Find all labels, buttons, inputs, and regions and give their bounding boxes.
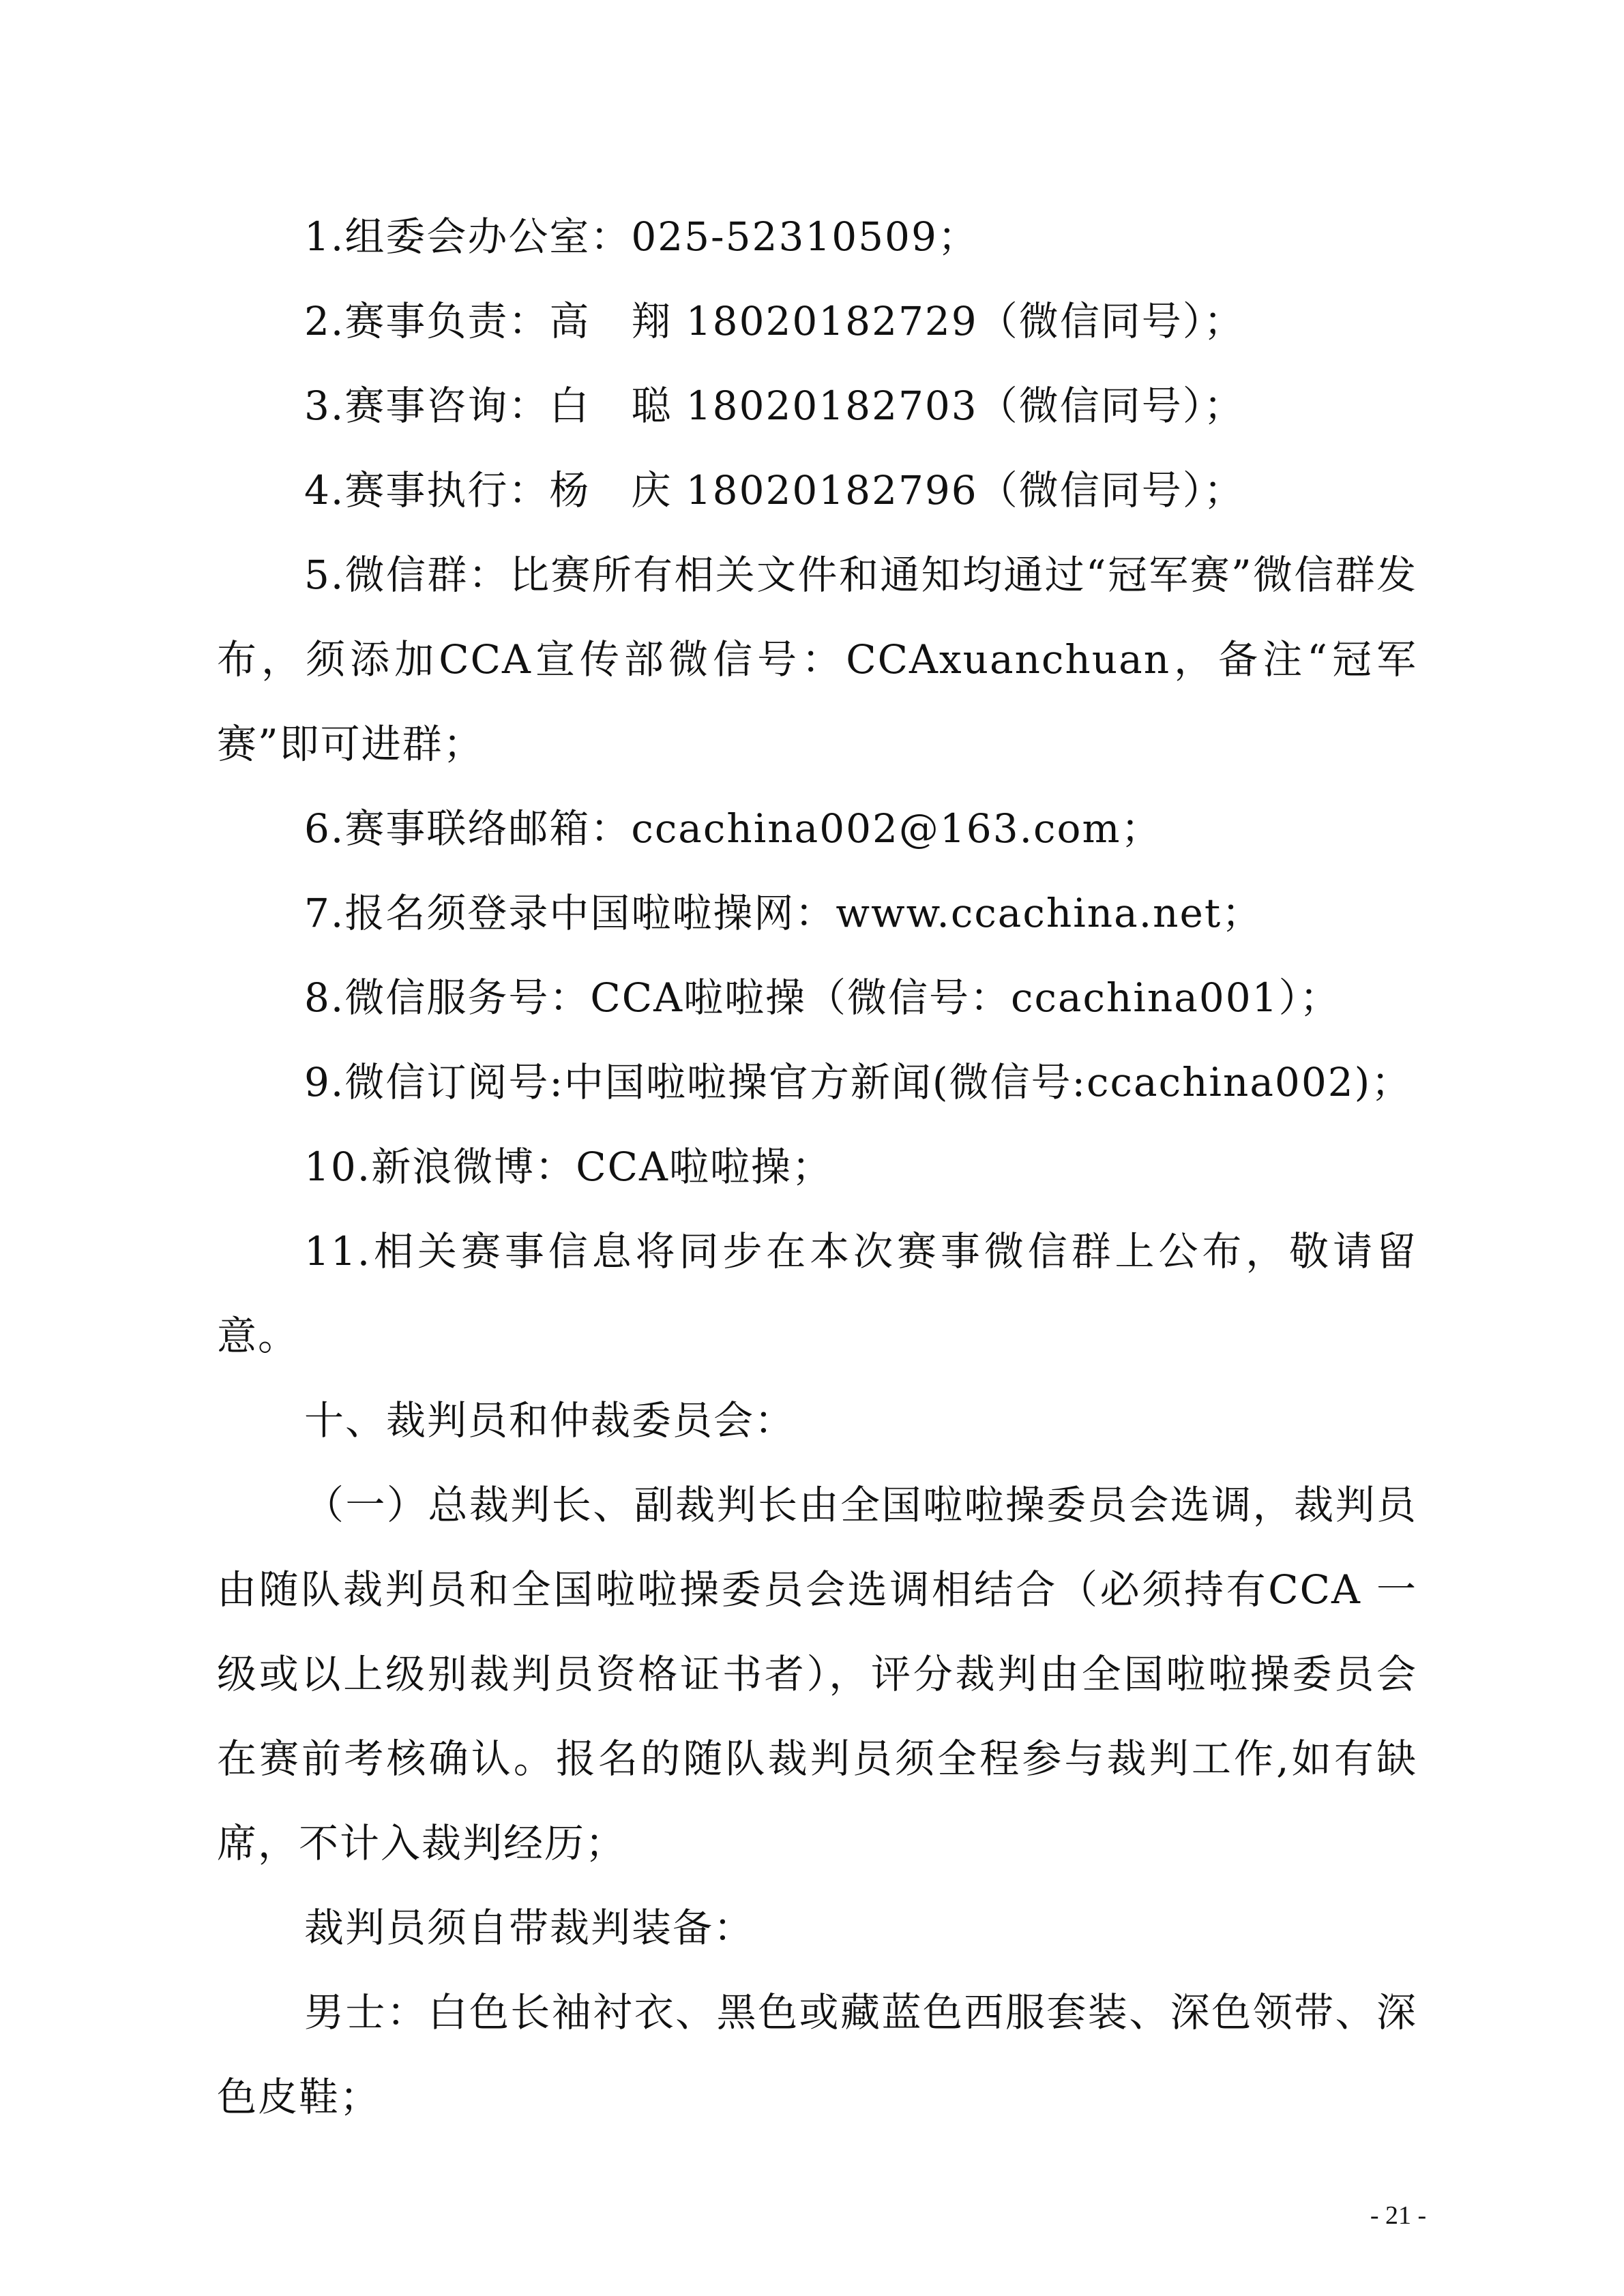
- contact-email: 6.赛事联络邮箱：ccachina002@163.com；: [304, 805, 1162, 852]
- referee-equipment-heading: 裁判员须自带裁判装备：: [304, 1905, 755, 1951]
- contact-event-execution: 4.赛事执行：杨 庆 18020182796（微信同号）；: [304, 467, 1245, 513]
- event-info-notice: 11.相关赛事信息将同步在本次赛事微信群上公布，敬请留意。: [217, 1228, 1417, 1359]
- wechat-service-account: 8.微信服务号：CCA啦啦操（微信号：ccachina001）；: [304, 974, 1341, 1021]
- section-heading-referees: 十、裁判员和仲裁委员会：: [304, 1397, 796, 1444]
- registration-website: 7.报名须登录中国啦啦操网：www.ccachina.net；: [304, 890, 1263, 936]
- document-body: [217, 194, 1417, 2139]
- wechat-subscription-account: 9.微信订阅号:中国啦啦操官方新闻(微信号:ccachina002)；: [304, 1059, 1413, 1105]
- page-number: - 21 -: [1370, 2201, 1427, 2230]
- wechat-group-paragraph: 5.微信群：比赛所有相关文件和通知均通过“冠军赛”微信群发布，须添加CCA宣传部微信号：CCAxuanchuan，备注“冠军赛”即可进群；: [217, 552, 1417, 767]
- male-dress-code: 男士：白色长袖衬衣、黑色或藏蓝色西服套装、深色领带、深色皮鞋；: [217, 1989, 1417, 2120]
- referee-selection-paragraph: （一）总裁判长、副裁判长由全国啦啦操委员会选调，裁判员由随队裁判员和全国啦啦操委员会选调相结合（必须持有CCA 一级或以上级别裁判员资格证书者），评分裁判由全国啦啦操委员会在赛前考核确认。报名的随队裁判员须全程参与裁判工作,如有缺席，不计入裁判经历；: [217, 1482, 1417, 1866]
- contact-event-lead: 2.赛事负责：高 翔 18020182729（微信同号）；: [304, 298, 1245, 344]
- sina-weibo: 10.新浪微博：CCA啦啦操；: [304, 1144, 833, 1190]
- contact-event-inquiry: 3.赛事咨询：白 聪 18020182703（微信同号）；: [304, 383, 1245, 429]
- contact-office: 1.组委会办公室：025-52310509；: [304, 213, 979, 260]
